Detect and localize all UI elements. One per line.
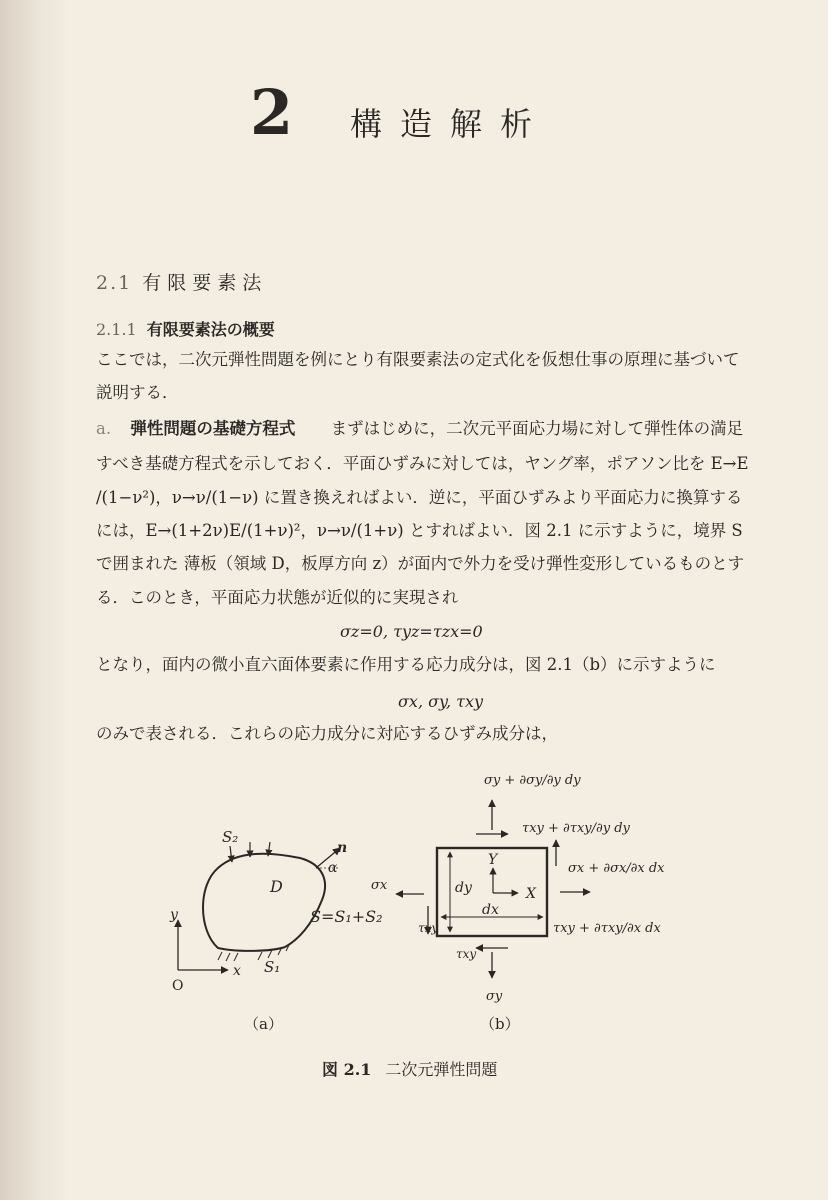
body-line: /(1−ν²)，ν→ν/(1−ν) に置き換えればよい．逆に，平面ひずみより平面応力に換算する	[96, 488, 743, 507]
subsection-number: 2.1.1	[96, 320, 137, 339]
chapter-number: 2	[250, 76, 294, 149]
subfigure-label-b: （b）	[480, 1015, 520, 1033]
body-line: まずはじめに，二次元平面応力場に対して弾性体の満足	[330, 419, 744, 438]
label-D: D	[270, 877, 283, 896]
section-number: 2.1	[96, 272, 133, 294]
label-y-axis: y	[170, 907, 178, 923]
label-tau-xy-bottom: τxy	[456, 947, 477, 961]
label-x-axis: x	[233, 963, 241, 979]
label-sigma-x-right: σx + ∂σx/∂x dx	[568, 861, 665, 876]
subfigure-label-a: （a）	[244, 1015, 283, 1033]
body-line: で囲まれた 薄板（領域 D，板厚方向 z）が面内で外力を受け弾性変形しているものとす	[96, 554, 745, 573]
elastic-body-outline	[203, 854, 325, 951]
label-sigma-x-left: σx	[371, 878, 388, 893]
body-line: 説明する．	[96, 383, 179, 402]
label-sigma-y-top: σy + ∂σy/∂y dy	[484, 773, 581, 788]
body-line: る．このとき，平面応力状態が近似的に実現され	[96, 588, 459, 607]
label-S2: S₂	[222, 828, 239, 846]
equation-1: σz=0, τyz=τzx=0	[340, 622, 483, 641]
label-n: n	[337, 840, 348, 856]
equation-2: σx, σy, τxy	[398, 692, 484, 711]
section-title: 有限要素法	[142, 272, 268, 294]
label-S-equation: S=S₁+S₂	[310, 907, 383, 926]
paragraph-heading: 弾性問題の基礎方程式	[130, 419, 296, 438]
label-local-Y: Y	[488, 852, 498, 868]
label-sigma-y-bottom: σy	[486, 989, 503, 1004]
figure-caption-text: 二次元弾性問題	[385, 1060, 498, 1079]
body-line: のみで表される．これらの応力成分に対応するひずみ成分は，	[96, 724, 558, 743]
label-tau-xy-right: τxy + ∂τxy/∂x dx	[553, 921, 661, 936]
body-line: ここでは，二次元弾性問題を例にとり有限要素法の定式化を仮想仕事の原理に基づいて	[96, 350, 740, 369]
subsection-title: 有限要素法の概要	[146, 320, 275, 339]
figure-caption	[322, 1057, 497, 1080]
label-local-X: X	[526, 886, 536, 902]
label-tau-xy-left: τxy	[418, 921, 439, 935]
body-line: には，E→(1+2ν)E/(1+ν)²，ν→ν/(1+ν) とすればよい．図 2.1 に示すように，境界 S	[96, 521, 743, 540]
label-origin: O	[172, 978, 184, 994]
paragraph-label: a.	[96, 419, 112, 438]
body-line: となり，面内の微小直六面体要素に作用する応力成分は，図 2.1（b）に示すように	[96, 655, 716, 674]
label-dx: dx	[482, 902, 499, 918]
label-S1: S₁	[264, 958, 281, 976]
chapter-title: 構造解析	[350, 105, 551, 143]
label-tau-xy-top: τxy + ∂τxy/∂y dy	[522, 821, 630, 836]
label-dy: dy	[455, 880, 472, 896]
figure-caption-label: 図 2.1	[322, 1060, 372, 1079]
label-alpha: α	[328, 860, 338, 876]
body-line: すべき基礎方程式を示しておく．平面ひずみに対しては，ヤング率，ポアソン比を E→E	[96, 454, 749, 473]
